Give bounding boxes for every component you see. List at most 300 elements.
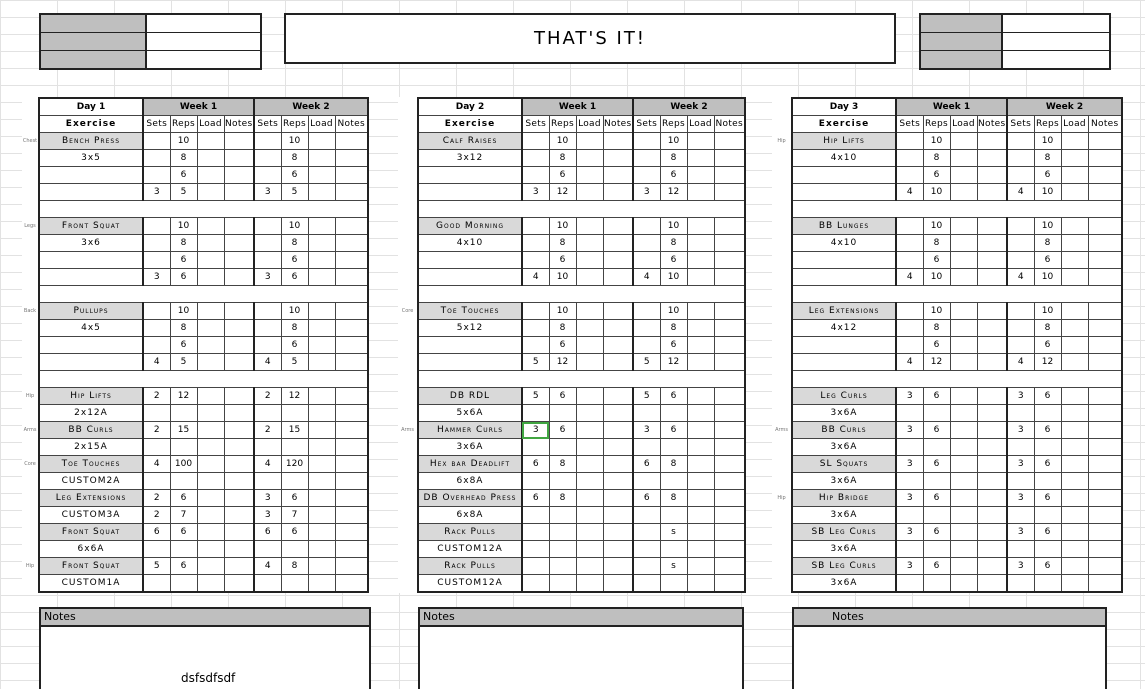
week-2-load-cell[interactable] bbox=[1061, 490, 1088, 507]
week-2-load-cell[interactable] bbox=[308, 422, 335, 439]
week-2-reps-cell[interactable]: 6 bbox=[1034, 490, 1061, 507]
week-2-load-cell[interactable] bbox=[1061, 133, 1088, 150]
week-2-notes-cell[interactable] bbox=[335, 252, 368, 269]
week-2-load-cell[interactable] bbox=[308, 184, 335, 201]
week-1-notes-cell[interactable] bbox=[603, 558, 633, 575]
week-1-sets-cell[interactable] bbox=[522, 218, 549, 235]
week-1-reps-cell[interactable] bbox=[923, 405, 950, 422]
week-2-load-cell[interactable] bbox=[1061, 456, 1088, 473]
week-2-notes-cell[interactable] bbox=[1088, 456, 1122, 473]
week-2-notes-cell[interactable] bbox=[335, 133, 368, 150]
week-2-load-cell[interactable] bbox=[687, 354, 714, 371]
week-1-notes-cell[interactable] bbox=[224, 337, 254, 354]
week-1-notes-cell[interactable] bbox=[603, 235, 633, 252]
week-1-reps-cell[interactable] bbox=[923, 541, 950, 558]
week-2-reps-cell[interactable] bbox=[660, 507, 687, 524]
week-1-load-cell[interactable] bbox=[950, 252, 977, 269]
week-2-reps-cell[interactable] bbox=[1034, 439, 1061, 456]
week-2-sets-cell[interactable]: 6 bbox=[633, 490, 660, 507]
week-1-reps-cell[interactable] bbox=[923, 473, 950, 490]
week-1-load-cell[interactable] bbox=[950, 235, 977, 252]
week-1-notes-cell[interactable] bbox=[224, 167, 254, 184]
week-2-load-cell[interactable] bbox=[687, 490, 714, 507]
week-1-load-cell[interactable] bbox=[576, 354, 603, 371]
week-2-notes-cell[interactable] bbox=[335, 354, 368, 371]
week-2-sets-cell[interactable]: 3 bbox=[633, 184, 660, 201]
week-1-load-cell[interactable] bbox=[576, 133, 603, 150]
week-1-reps-cell[interactable]: 6 bbox=[923, 456, 950, 473]
exercise-name[interactable]: Hammer Curls bbox=[418, 422, 522, 439]
week-1-sets-cell[interactable]: 3 bbox=[143, 184, 170, 201]
exercise-name[interactable]: Hex bar Deadlift bbox=[418, 456, 522, 473]
week-2-notes-cell[interactable] bbox=[1088, 507, 1122, 524]
week-1-load-cell[interactable] bbox=[576, 184, 603, 201]
week-1-reps-cell[interactable]: 10 bbox=[549, 269, 576, 286]
week-2-sets-cell[interactable] bbox=[1007, 167, 1034, 184]
week-2-sets-cell[interactable] bbox=[254, 405, 281, 422]
week-2-load-cell[interactable] bbox=[687, 320, 714, 337]
week-1-notes-cell[interactable] bbox=[603, 490, 633, 507]
week-2-sets-cell[interactable] bbox=[1007, 473, 1034, 490]
week-2-sets-cell[interactable] bbox=[633, 303, 660, 320]
week-1-load-cell[interactable] bbox=[197, 303, 224, 320]
week-1-notes-cell[interactable] bbox=[977, 184, 1007, 201]
week-1-reps-cell[interactable]: 8 bbox=[923, 150, 950, 167]
week-1-reps-cell[interactable]: 6 bbox=[923, 337, 950, 354]
week-1-load-cell[interactable] bbox=[576, 320, 603, 337]
week-1-reps-cell[interactable]: 12 bbox=[549, 184, 576, 201]
week-1-notes-cell[interactable] bbox=[224, 303, 254, 320]
week-1-reps-cell[interactable]: 7 bbox=[170, 507, 197, 524]
week-2-notes-cell[interactable] bbox=[335, 320, 368, 337]
week-1-notes-cell[interactable] bbox=[977, 473, 1007, 490]
week-2-load-cell[interactable] bbox=[687, 524, 714, 541]
week-2-load-cell[interactable] bbox=[1061, 439, 1088, 456]
week-1-load-cell[interactable] bbox=[950, 439, 977, 456]
week-2-sets-cell[interactable] bbox=[633, 252, 660, 269]
week-1-reps-cell[interactable]: 6 bbox=[923, 490, 950, 507]
exercise-name[interactable]: Calf Raises bbox=[418, 133, 522, 150]
week-2-load-cell[interactable] bbox=[1061, 320, 1088, 337]
week-2-reps-cell[interactable]: 7 bbox=[281, 507, 308, 524]
week-1-reps-cell[interactable]: 10 bbox=[170, 218, 197, 235]
week-1-sets-cell[interactable] bbox=[143, 235, 170, 252]
week-2-load-cell[interactable] bbox=[687, 388, 714, 405]
week-2-notes-cell[interactable] bbox=[1088, 541, 1122, 558]
week-2-sets-cell[interactable] bbox=[254, 133, 281, 150]
week-1-notes-cell[interactable] bbox=[977, 439, 1007, 456]
week-2-sets-cell[interactable] bbox=[633, 558, 660, 575]
week-2-sets-cell[interactable]: 5 bbox=[633, 388, 660, 405]
week-2-load-cell[interactable] bbox=[1061, 422, 1088, 439]
week-1-load-cell[interactable] bbox=[197, 133, 224, 150]
week-1-sets-cell[interactable] bbox=[522, 303, 549, 320]
week-2-reps-cell[interactable]: 10 bbox=[1034, 133, 1061, 150]
week-2-load-cell[interactable] bbox=[308, 507, 335, 524]
week-1-notes-cell[interactable] bbox=[977, 354, 1007, 371]
week-1-sets-cell[interactable] bbox=[896, 575, 923, 593]
week-2-load-cell[interactable] bbox=[687, 269, 714, 286]
week-2-load-cell[interactable] bbox=[687, 575, 714, 593]
week-1-notes-cell[interactable] bbox=[224, 558, 254, 575]
week-1-sets-cell[interactable]: 3 bbox=[896, 422, 923, 439]
week-1-reps-cell[interactable]: 10 bbox=[549, 303, 576, 320]
week-2-load-cell[interactable] bbox=[687, 184, 714, 201]
week-2-sets-cell[interactable]: 5 bbox=[633, 354, 660, 371]
week-2-notes-cell[interactable] bbox=[1088, 269, 1122, 286]
week-2-sets-cell[interactable]: 6 bbox=[254, 524, 281, 541]
week-1-load-cell[interactable] bbox=[576, 473, 603, 490]
week-1-reps-cell[interactable]: 8 bbox=[170, 320, 197, 337]
week-2-sets-cell[interactable] bbox=[633, 473, 660, 490]
week-2-notes-cell[interactable] bbox=[714, 218, 745, 235]
week-1-reps-cell[interactable]: 6 bbox=[170, 524, 197, 541]
week-1-reps-cell[interactable]: 5 bbox=[170, 184, 197, 201]
week-2-sets-cell[interactable] bbox=[254, 473, 281, 490]
week-1-notes-cell[interactable] bbox=[977, 320, 1007, 337]
exercise-name[interactable]: Good Morning bbox=[418, 218, 522, 235]
week-2-load-cell[interactable] bbox=[308, 235, 335, 252]
week-1-sets-cell[interactable] bbox=[896, 473, 923, 490]
week-1-load-cell[interactable] bbox=[950, 388, 977, 405]
week-2-notes-cell[interactable] bbox=[714, 354, 745, 371]
week-1-load-cell[interactable] bbox=[950, 303, 977, 320]
week-2-sets-cell[interactable]: 4 bbox=[254, 558, 281, 575]
week-1-notes-cell[interactable] bbox=[603, 133, 633, 150]
week-2-notes-cell[interactable] bbox=[1088, 439, 1122, 456]
week-2-reps-cell[interactable]: 10 bbox=[660, 303, 687, 320]
week-2-notes-cell[interactable] bbox=[714, 269, 745, 286]
week-2-sets-cell[interactable]: 3 bbox=[254, 184, 281, 201]
week-2-notes-cell[interactable] bbox=[1088, 218, 1122, 235]
week-2-reps-cell[interactable]: 8 bbox=[660, 235, 687, 252]
week-1-reps-cell[interactable]: 15 bbox=[170, 422, 197, 439]
week-2-sets-cell[interactable] bbox=[633, 439, 660, 456]
week-2-load-cell[interactable] bbox=[687, 456, 714, 473]
week-2-reps-cell[interactable]: 8 bbox=[1034, 150, 1061, 167]
week-1-load-cell[interactable] bbox=[576, 456, 603, 473]
week-2-sets-cell[interactable] bbox=[1007, 575, 1034, 593]
week-1-load-cell[interactable] bbox=[950, 354, 977, 371]
week-2-notes-cell[interactable] bbox=[714, 422, 745, 439]
week-2-notes-cell[interactable] bbox=[1088, 422, 1122, 439]
week-2-notes-cell[interactable] bbox=[714, 167, 745, 184]
week-2-notes-cell[interactable] bbox=[335, 184, 368, 201]
week-1-sets-cell[interactable]: 3 bbox=[522, 422, 549, 439]
week-2-reps-cell[interactable] bbox=[281, 405, 308, 422]
week-1-notes-cell[interactable] bbox=[224, 456, 254, 473]
week-2-sets-cell[interactable]: 4 bbox=[1007, 184, 1034, 201]
week-2-notes-cell[interactable] bbox=[1088, 558, 1122, 575]
week-1-notes-cell[interactable] bbox=[977, 167, 1007, 184]
week-2-sets-cell[interactable] bbox=[633, 150, 660, 167]
week-2-reps-cell[interactable]: 10 bbox=[660, 133, 687, 150]
week-2-reps-cell[interactable]: 6 bbox=[660, 422, 687, 439]
week-1-reps-cell[interactable]: 6 bbox=[923, 422, 950, 439]
week-1-load-cell[interactable] bbox=[950, 490, 977, 507]
week-2-load-cell[interactable] bbox=[308, 456, 335, 473]
week-1-notes-cell[interactable] bbox=[224, 405, 254, 422]
week-2-notes-cell[interactable] bbox=[1088, 133, 1122, 150]
week-2-reps-cell[interactable]: s bbox=[660, 524, 687, 541]
week-1-reps-cell[interactable]: 10 bbox=[923, 269, 950, 286]
week-2-notes-cell[interactable] bbox=[1088, 184, 1122, 201]
week-1-reps-cell[interactable] bbox=[549, 558, 576, 575]
week-2-notes-cell[interactable] bbox=[1088, 524, 1122, 541]
week-2-sets-cell[interactable]: 3 bbox=[254, 490, 281, 507]
week-1-sets-cell[interactable]: 4 bbox=[896, 184, 923, 201]
week-2-notes-cell[interactable] bbox=[714, 473, 745, 490]
week-1-load-cell[interactable] bbox=[197, 405, 224, 422]
week-1-reps-cell[interactable]: 8 bbox=[549, 490, 576, 507]
week-1-notes-cell[interactable] bbox=[977, 303, 1007, 320]
week-2-load-cell[interactable] bbox=[308, 252, 335, 269]
week-1-reps-cell[interactable] bbox=[549, 507, 576, 524]
week-2-notes-cell[interactable] bbox=[335, 422, 368, 439]
week-1-notes-cell[interactable] bbox=[977, 541, 1007, 558]
week-2-load-cell[interactable] bbox=[308, 269, 335, 286]
week-2-reps-cell[interactable] bbox=[1034, 507, 1061, 524]
week-1-sets-cell[interactable] bbox=[896, 439, 923, 456]
week-1-sets-cell[interactable] bbox=[143, 303, 170, 320]
week-1-load-cell[interactable] bbox=[576, 439, 603, 456]
week-1-sets-cell[interactable] bbox=[522, 541, 549, 558]
week-2-sets-cell[interactable] bbox=[1007, 235, 1034, 252]
week-1-load-cell[interactable] bbox=[576, 541, 603, 558]
week-1-load-cell[interactable] bbox=[576, 218, 603, 235]
week-2-reps-cell[interactable]: 8 bbox=[281, 558, 308, 575]
week-2-notes-cell[interactable] bbox=[1088, 490, 1122, 507]
week-1-sets-cell[interactable]: 2 bbox=[143, 388, 170, 405]
week-1-reps-cell[interactable] bbox=[549, 524, 576, 541]
week-1-sets-cell[interactable] bbox=[896, 337, 923, 354]
week-2-sets-cell[interactable]: 4 bbox=[254, 456, 281, 473]
week-1-notes-cell[interactable] bbox=[603, 184, 633, 201]
week-2-notes-cell[interactable] bbox=[335, 167, 368, 184]
week-2-reps-cell[interactable]: 12 bbox=[281, 388, 308, 405]
day-2-notes[interactable] bbox=[418, 607, 744, 689]
week-2-load-cell[interactable] bbox=[687, 133, 714, 150]
week-2-load-cell[interactable] bbox=[308, 473, 335, 490]
week-2-sets-cell[interactable] bbox=[1007, 405, 1034, 422]
week-2-notes-cell[interactable] bbox=[335, 150, 368, 167]
week-1-notes-cell[interactable] bbox=[603, 252, 633, 269]
week-1-load-cell[interactable] bbox=[197, 252, 224, 269]
week-1-sets-cell[interactable] bbox=[143, 439, 170, 456]
week-1-notes-cell[interactable] bbox=[603, 507, 633, 524]
week-2-load-cell[interactable] bbox=[1061, 558, 1088, 575]
week-2-load-cell[interactable] bbox=[1061, 337, 1088, 354]
week-2-notes-cell[interactable] bbox=[714, 235, 745, 252]
week-1-sets-cell[interactable] bbox=[896, 133, 923, 150]
week-2-sets-cell[interactable] bbox=[1007, 303, 1034, 320]
week-1-load-cell[interactable] bbox=[950, 218, 977, 235]
week-1-sets-cell[interactable]: 2 bbox=[143, 490, 170, 507]
week-2-notes-cell[interactable] bbox=[1088, 405, 1122, 422]
week-2-notes-cell[interactable] bbox=[335, 490, 368, 507]
week-2-sets-cell[interactable]: 3 bbox=[1007, 456, 1034, 473]
week-2-reps-cell[interactable]: 8 bbox=[660, 150, 687, 167]
week-1-reps-cell[interactable]: 6 bbox=[923, 388, 950, 405]
week-2-notes-cell[interactable] bbox=[714, 456, 745, 473]
week-1-sets-cell[interactable] bbox=[896, 541, 923, 558]
week-1-sets-cell[interactable]: 2 bbox=[143, 507, 170, 524]
week-2-reps-cell[interactable]: 12 bbox=[660, 184, 687, 201]
week-1-load-cell[interactable] bbox=[950, 167, 977, 184]
week-1-sets-cell[interactable] bbox=[143, 575, 170, 593]
week-2-sets-cell[interactable] bbox=[633, 507, 660, 524]
week-2-load-cell[interactable] bbox=[308, 167, 335, 184]
week-2-load-cell[interactable] bbox=[308, 490, 335, 507]
week-2-reps-cell[interactable]: 6 bbox=[1034, 167, 1061, 184]
week-2-notes-cell[interactable] bbox=[714, 337, 745, 354]
week-2-load-cell[interactable] bbox=[1061, 252, 1088, 269]
week-2-sets-cell[interactable] bbox=[254, 541, 281, 558]
week-1-sets-cell[interactable]: 3 bbox=[896, 388, 923, 405]
week-1-notes-cell[interactable] bbox=[977, 337, 1007, 354]
week-2-notes-cell[interactable] bbox=[1088, 167, 1122, 184]
week-1-reps-cell[interactable]: 6 bbox=[549, 167, 576, 184]
week-1-load-cell[interactable] bbox=[950, 150, 977, 167]
week-1-reps-cell[interactable]: 8 bbox=[549, 456, 576, 473]
week-1-sets-cell[interactable] bbox=[143, 218, 170, 235]
week-2-reps-cell[interactable]: 10 bbox=[660, 269, 687, 286]
week-2-notes-cell[interactable] bbox=[714, 252, 745, 269]
week-1-load-cell[interactable] bbox=[576, 575, 603, 593]
week-1-reps-cell[interactable]: 10 bbox=[170, 133, 197, 150]
week-1-notes-cell[interactable] bbox=[977, 558, 1007, 575]
week-2-reps-cell[interactable]: 8 bbox=[1034, 320, 1061, 337]
week-1-sets-cell[interactable] bbox=[143, 167, 170, 184]
week-1-reps-cell[interactable] bbox=[170, 473, 197, 490]
week-1-sets-cell[interactable]: 5 bbox=[522, 388, 549, 405]
week-2-load-cell[interactable] bbox=[308, 218, 335, 235]
week-1-reps-cell[interactable]: 6 bbox=[170, 490, 197, 507]
week-1-sets-cell[interactable]: 4 bbox=[143, 456, 170, 473]
week-1-load-cell[interactable] bbox=[197, 422, 224, 439]
week-2-load-cell[interactable] bbox=[308, 320, 335, 337]
week-1-load-cell[interactable] bbox=[576, 337, 603, 354]
week-1-reps-cell[interactable]: 100 bbox=[170, 456, 197, 473]
week-2-load-cell[interactable] bbox=[308, 354, 335, 371]
week-2-reps-cell[interactable] bbox=[281, 575, 308, 593]
week-2-notes-cell[interactable] bbox=[335, 388, 368, 405]
week-1-reps-cell[interactable] bbox=[923, 507, 950, 524]
week-1-notes-cell[interactable] bbox=[603, 422, 633, 439]
week-1-reps-cell[interactable] bbox=[549, 405, 576, 422]
week-2-notes-cell[interactable] bbox=[335, 524, 368, 541]
week-2-load-cell[interactable] bbox=[1061, 524, 1088, 541]
week-1-load-cell[interactable] bbox=[576, 252, 603, 269]
week-2-load-cell[interactable] bbox=[1061, 405, 1088, 422]
week-2-reps-cell[interactable]: 5 bbox=[281, 184, 308, 201]
day-1-notes[interactable] bbox=[39, 607, 371, 689]
week-2-sets-cell[interactable]: 3 bbox=[1007, 524, 1034, 541]
week-2-load-cell[interactable] bbox=[308, 405, 335, 422]
week-2-reps-cell[interactable] bbox=[660, 405, 687, 422]
week-1-sets-cell[interactable]: 5 bbox=[522, 354, 549, 371]
exercise-name[interactable]: SB Leg Curls bbox=[792, 558, 896, 575]
week-1-sets-cell[interactable] bbox=[896, 252, 923, 269]
week-2-reps-cell[interactable]: 6 bbox=[660, 337, 687, 354]
week-1-notes-cell[interactable] bbox=[977, 252, 1007, 269]
week-1-sets-cell[interactable] bbox=[522, 150, 549, 167]
week-1-load-cell[interactable] bbox=[950, 524, 977, 541]
week-2-notes-cell[interactable] bbox=[335, 405, 368, 422]
week-2-reps-cell[interactable] bbox=[1034, 575, 1061, 593]
week-1-reps-cell[interactable]: 10 bbox=[549, 133, 576, 150]
week-2-load-cell[interactable] bbox=[1061, 235, 1088, 252]
week-1-notes-cell[interactable] bbox=[603, 541, 633, 558]
week-2-load-cell[interactable] bbox=[687, 218, 714, 235]
week-1-notes-cell[interactable] bbox=[977, 456, 1007, 473]
week-1-sets-cell[interactable]: 3 bbox=[522, 184, 549, 201]
week-2-notes-cell[interactable] bbox=[1088, 303, 1122, 320]
week-2-load-cell[interactable] bbox=[308, 558, 335, 575]
week-2-notes-cell[interactable] bbox=[335, 541, 368, 558]
week-2-reps-cell[interactable]: 10 bbox=[660, 218, 687, 235]
week-2-load-cell[interactable] bbox=[687, 422, 714, 439]
week-2-load-cell[interactable] bbox=[308, 150, 335, 167]
week-1-reps-cell[interactable]: 6 bbox=[549, 422, 576, 439]
week-1-load-cell[interactable] bbox=[950, 456, 977, 473]
week-2-sets-cell[interactable] bbox=[633, 524, 660, 541]
day-3-notes[interactable] bbox=[792, 607, 1107, 689]
week-1-sets-cell[interactable]: 6 bbox=[522, 490, 549, 507]
week-1-load-cell[interactable] bbox=[197, 507, 224, 524]
week-2-load-cell[interactable] bbox=[308, 541, 335, 558]
week-1-reps-cell[interactable]: 12 bbox=[549, 354, 576, 371]
week-1-notes-cell[interactable] bbox=[224, 252, 254, 269]
week-1-sets-cell[interactable] bbox=[522, 439, 549, 456]
week-1-load-cell[interactable] bbox=[197, 354, 224, 371]
week-2-reps-cell[interactable]: 10 bbox=[1034, 303, 1061, 320]
week-2-notes-cell[interactable] bbox=[335, 473, 368, 490]
week-2-notes-cell[interactable] bbox=[714, 524, 745, 541]
week-2-load-cell[interactable] bbox=[687, 303, 714, 320]
week-2-load-cell[interactable] bbox=[1061, 184, 1088, 201]
week-2-reps-cell[interactable]: 10 bbox=[281, 218, 308, 235]
week-1-reps-cell[interactable]: 10 bbox=[923, 133, 950, 150]
week-1-reps-cell[interactable] bbox=[170, 575, 197, 593]
week-1-sets-cell[interactable] bbox=[896, 405, 923, 422]
week-2-notes-cell[interactable] bbox=[1088, 473, 1122, 490]
week-2-sets-cell[interactable] bbox=[1007, 507, 1034, 524]
week-1-reps-cell[interactable]: 6 bbox=[923, 524, 950, 541]
week-1-reps-cell[interactable] bbox=[170, 439, 197, 456]
week-1-reps-cell[interactable] bbox=[549, 439, 576, 456]
week-2-reps-cell[interactable]: 15 bbox=[281, 422, 308, 439]
exercise-name[interactable]: SL Squats bbox=[792, 456, 896, 473]
week-1-load-cell[interactable] bbox=[576, 303, 603, 320]
exercise-name[interactable]: Pullups bbox=[39, 303, 143, 320]
week-2-sets-cell[interactable] bbox=[1007, 320, 1034, 337]
week-2-sets-cell[interactable] bbox=[254, 235, 281, 252]
week-2-reps-cell[interactable]: 10 bbox=[1034, 218, 1061, 235]
week-2-reps-cell[interactable]: 6 bbox=[660, 167, 687, 184]
week-1-load-cell[interactable] bbox=[197, 524, 224, 541]
week-1-load-cell[interactable] bbox=[576, 507, 603, 524]
week-1-sets-cell[interactable]: 3 bbox=[896, 456, 923, 473]
week-2-sets-cell[interactable] bbox=[254, 167, 281, 184]
week-2-sets-cell[interactable]: 2 bbox=[254, 388, 281, 405]
week-2-sets-cell[interactable] bbox=[633, 405, 660, 422]
week-1-reps-cell[interactable] bbox=[170, 541, 197, 558]
week-2-sets-cell[interactable] bbox=[633, 133, 660, 150]
exercise-name[interactable]: BB Curls bbox=[792, 422, 896, 439]
week-1-sets-cell[interactable]: 6 bbox=[143, 524, 170, 541]
week-1-load-cell[interactable] bbox=[576, 405, 603, 422]
